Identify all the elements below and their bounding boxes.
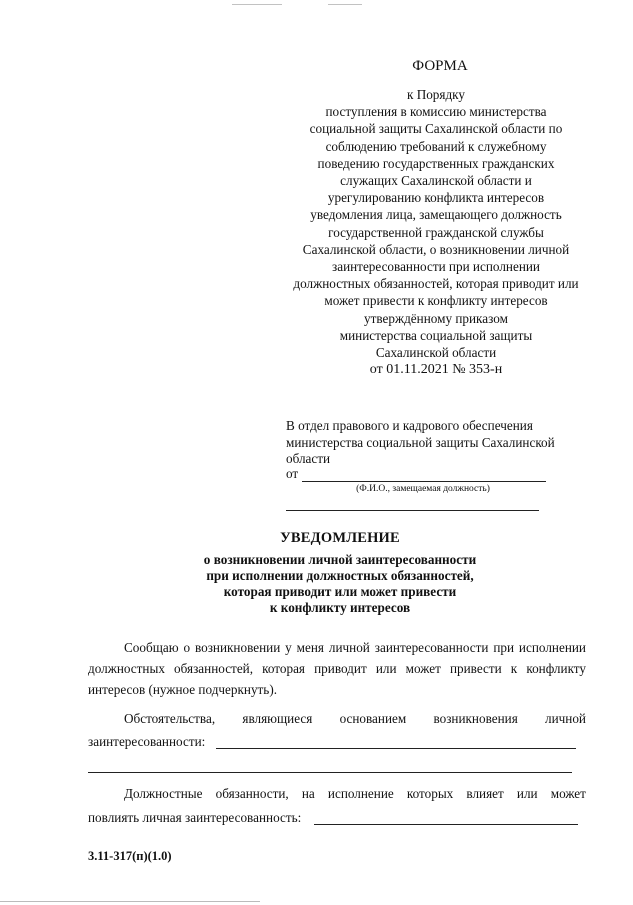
scan-artifact [232,4,282,5]
word: являющиеся [242,711,313,726]
scan-artifact [328,4,362,5]
word: основанием [339,711,407,726]
basis-line: социальной защиты Сахалинской области по [309,121,563,137]
circumstances-fill-line[interactable] [216,748,576,749]
duties-fill-line[interactable] [314,824,578,825]
word: исполнение [327,786,394,801]
word: может [550,786,586,801]
addressee-line: области [286,451,331,466]
subtitle-line: о возникновении личной заинтересованности [203,552,477,567]
basis-line: к Порядку [406,87,465,102]
paragraph-circumstances [124,711,586,727]
basis-line: от 01.11.2021 № 353-н [369,362,503,378]
word: которых [406,786,454,801]
word: обязанности, [215,786,289,801]
notice-subtitle [170,552,510,616]
circumstances-label: заинтересованности: [88,734,206,749]
basis-line: уведомления лица, замещающего должность [310,207,562,223]
word: личной [545,711,586,726]
basis-line: служащих Сахалинской области и [340,173,532,189]
circumstances-fill-line-2[interactable] [88,772,572,773]
duties-field [88,810,578,828]
from-fill-line[interactable] [302,481,546,482]
addressee-block [286,418,586,468]
circumstances-field [88,734,576,752]
basis-line: урегулированию конфликта интересов [327,190,545,206]
position-fill-line[interactable] [286,510,539,511]
basis-line: утверждённому приказом [364,310,508,326]
word: на [301,786,315,801]
paragraph-notification [88,637,586,700]
bottom-rule [0,901,260,902]
duties-label: повлиять личная заинтересованность: [88,810,302,825]
word: влияет [466,786,504,801]
basis-line: поведению государственных гражданских [317,155,555,171]
form-title: ФОРМА [412,58,468,74]
word: возникновения [433,711,518,726]
form-code: 3.11-317(п)(1.0) [88,849,172,863]
basis-line: соблюдению требований к служебному [325,138,547,154]
basis-line: государственной гражданской службы [328,224,544,240]
fio-caption: (Ф.И.О., замещаемая должность) [356,484,490,494]
approval-basis [270,86,602,378]
from-row [286,466,546,484]
paragraph-duties [124,786,586,802]
basis-line: может привести к конфликту интересов [324,293,548,309]
basis-line: поступления в комиссию министерства [325,104,547,120]
basis-line: Сахалинской области [375,345,497,361]
basis-line: Сахалинской области, о возникновении личной [302,241,570,257]
word: или [516,786,538,801]
basis-line: должностных обязанностей, которая приводит или [293,276,579,292]
basis-line: заинтересованности при исполнении [332,259,540,275]
subtitle-line: при исполнении должностных обязанностей, [206,568,474,583]
paragraph-text: Сообщаю о возникновении у меня личной заинтересованности при исполнении должностных обязанностей, которая приводит или может привести к конфликту интересов (нужное подчеркнуть). [88,640,586,697]
word: Обстоятельства, [124,711,216,726]
addressee-line: В отдел правового и кадрового обеспечения [286,418,533,433]
addressee-line: министерства социальной защиты Сахалинской [286,434,555,450]
basis-line: министерства социальной защиты [339,327,533,343]
notice-title: УВЕДОМЛЕНИЕ [280,530,400,546]
subtitle-line: которая приводит или может привести [223,584,457,599]
word: Должностные [124,786,203,801]
from-label: от [286,466,299,481]
subtitle-line: к конфликту интересов [269,600,411,615]
